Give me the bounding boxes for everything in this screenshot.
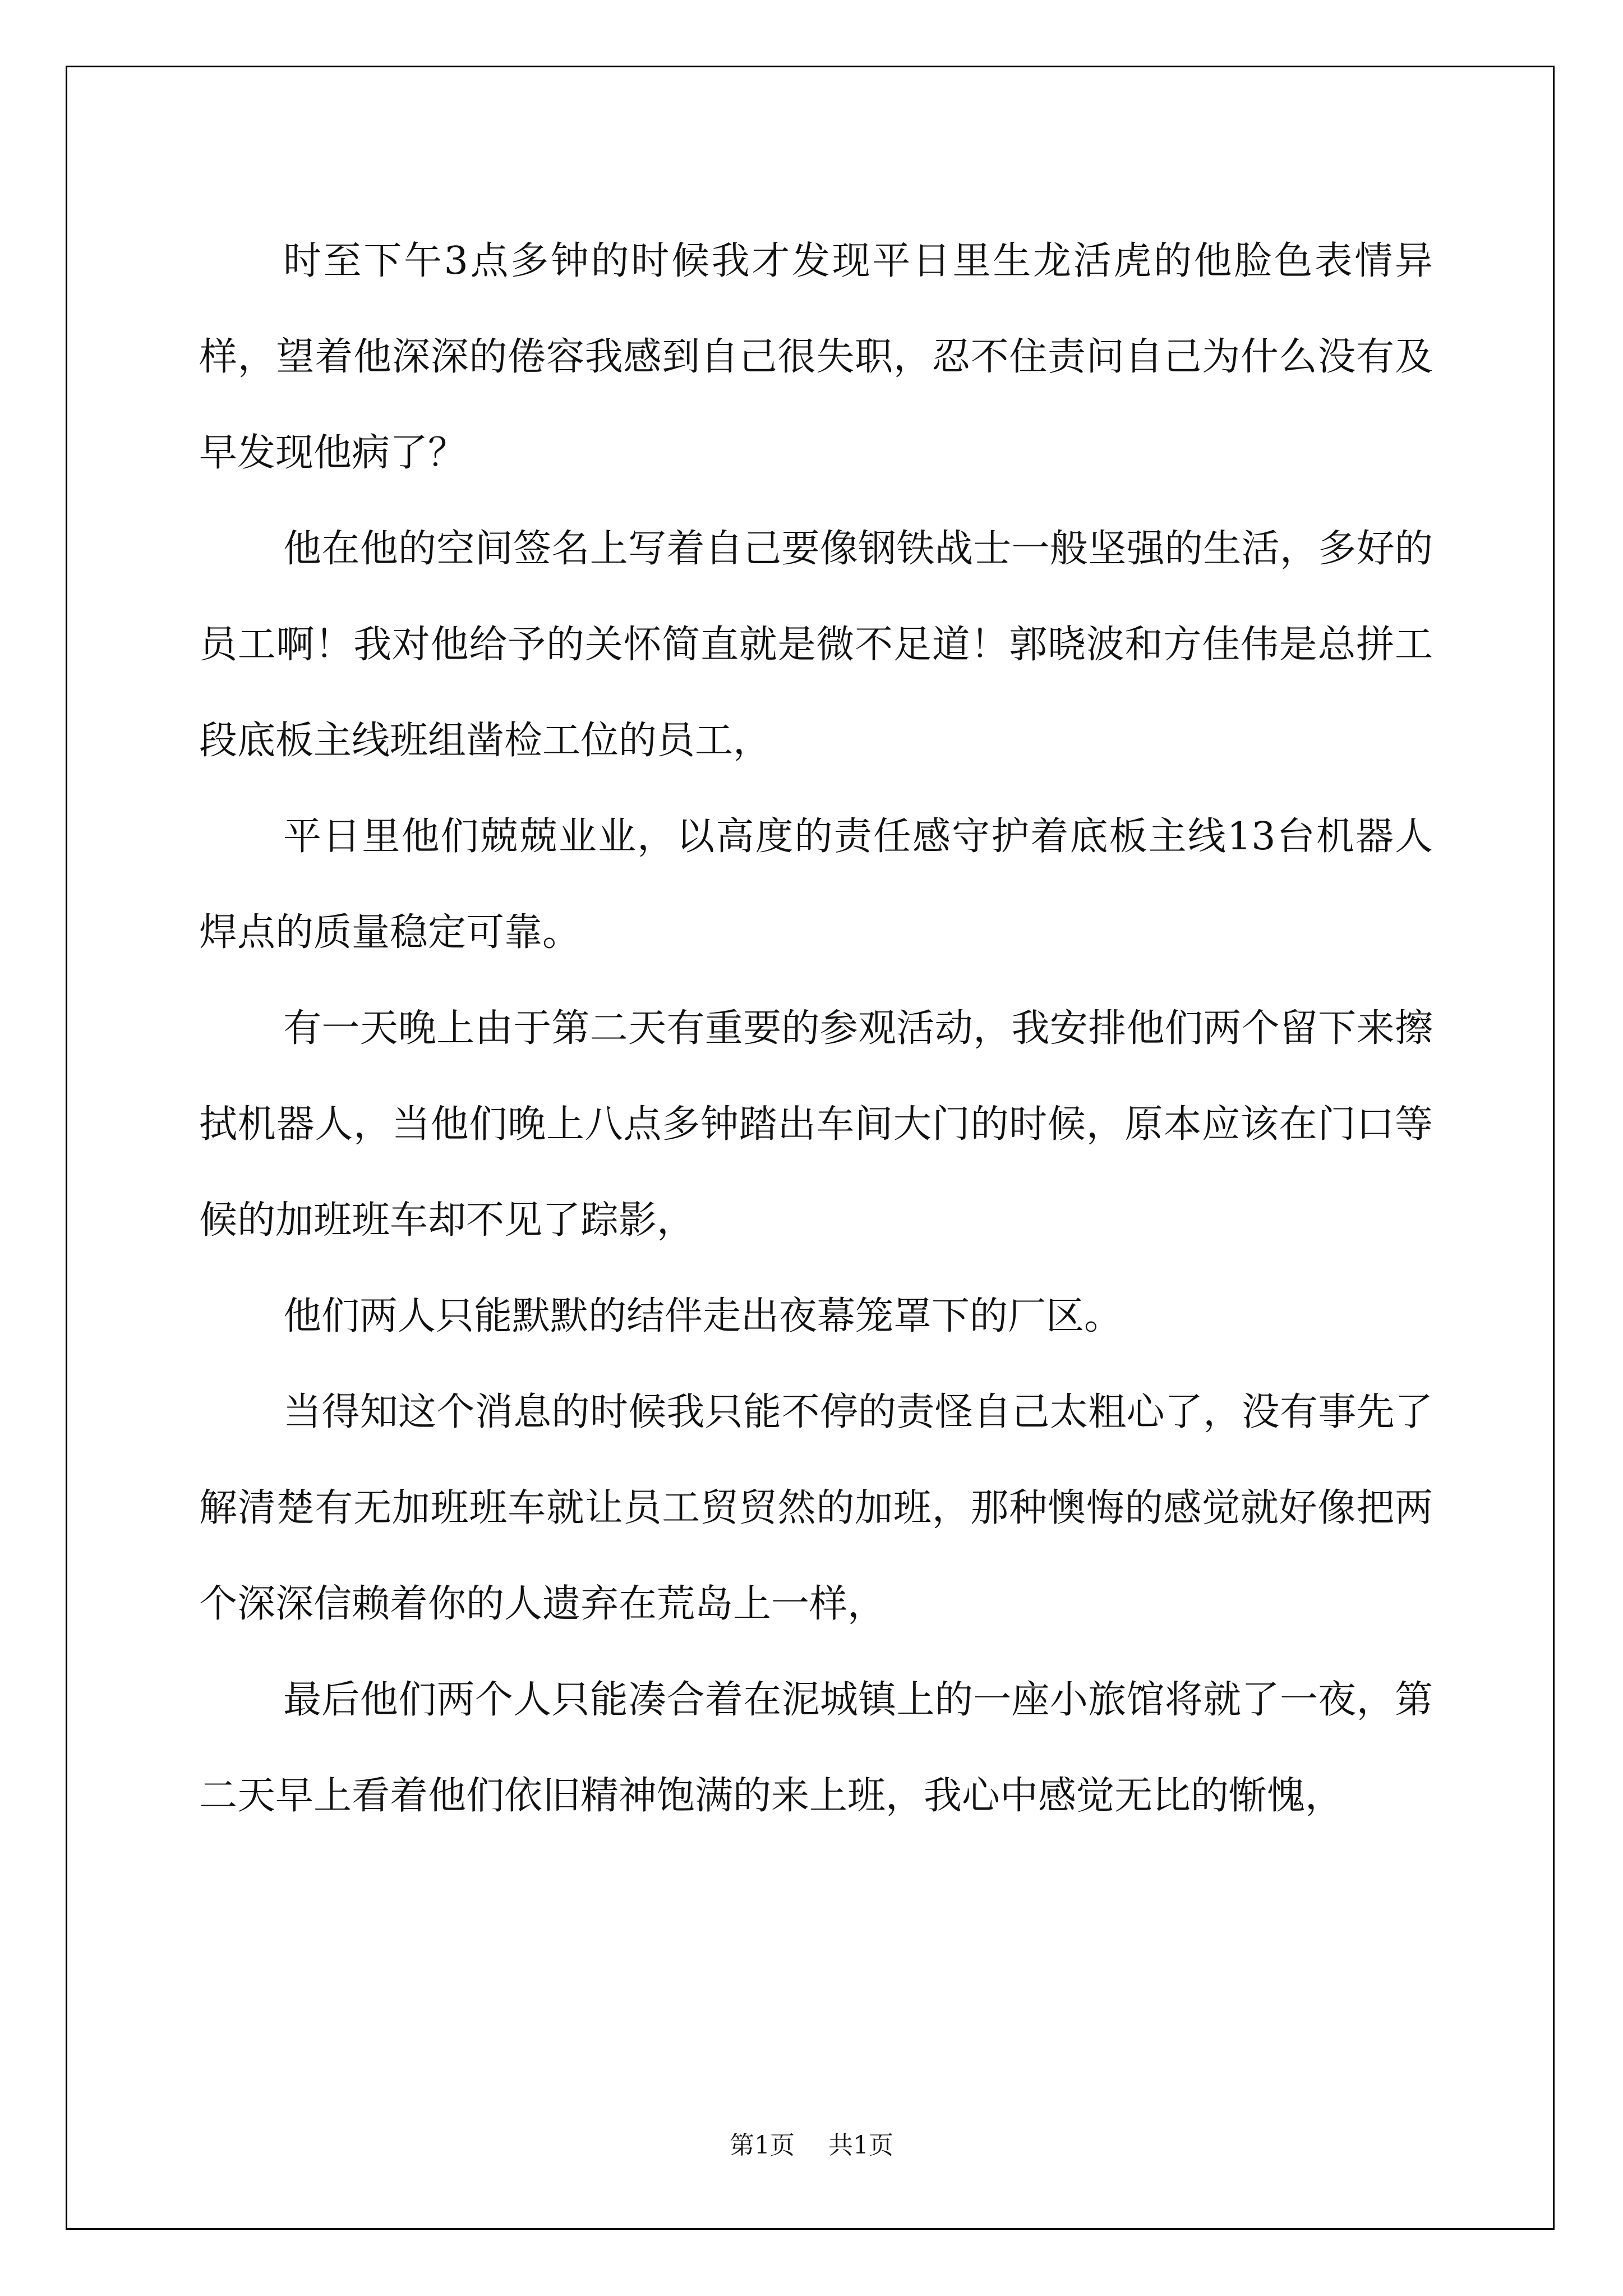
paragraph: 最后他们两个人只能凑合着在泥城镇上的一座小旅馆将就了一夜，第二天早上看着他们依旧精神饱满的来上班，我心中感觉无比的惭愧， — [199, 1678, 1433, 1818]
paragraph: 有一天晚上由于第二天有重要的参观活动，我安排他们两个留下来擦拭机器人，当他们晚上八点多钟踏出车间大门的时候，原本应该在门口等候的加班班车却不见了踪影， — [199, 1006, 1433, 1243]
paragraph: 时至下午3点多钟的时候我才发现平日里生龙活虎的他脸色表情异样，望着他深深的倦容我感到自己很失职，忍不住责问自己为什么没有及早发现他病了？ — [199, 239, 1433, 475]
page-number-total: 共1页 — [828, 2131, 893, 2160]
page-footer — [0, 2129, 1623, 2162]
page-number-current: 第1页 — [730, 2131, 795, 2160]
paragraph: 他们两人只能默默的结伴走出夜幕笼罩下的厂区。 — [283, 1294, 1123, 1338]
paragraph: 当得知这个消息的时候我只能不停的责怪自己太粗心了，没有事先了解清楚有无加班班车就让员工贸贸然的加班，那种懊悔的感觉就好像把两个深深信赖着你的人遗弃在荒岛上一样， — [199, 1390, 1433, 1626]
paragraph: 他在他的空间签名上写着自己要像钢铁战士一般坚强的生活，多好的员工啊！我对他给予的关怀简直就是微不足道！郭晓波和方佳伟是总拼工段底板主线班组凿检工位的员工， — [199, 527, 1433, 763]
document-body — [199, 213, 1433, 1844]
paragraph: 平日里他们兢兢业业，以高度的责任感守护着底板主线13台机器人焊点的质量稳定可靠。 — [199, 815, 1433, 955]
